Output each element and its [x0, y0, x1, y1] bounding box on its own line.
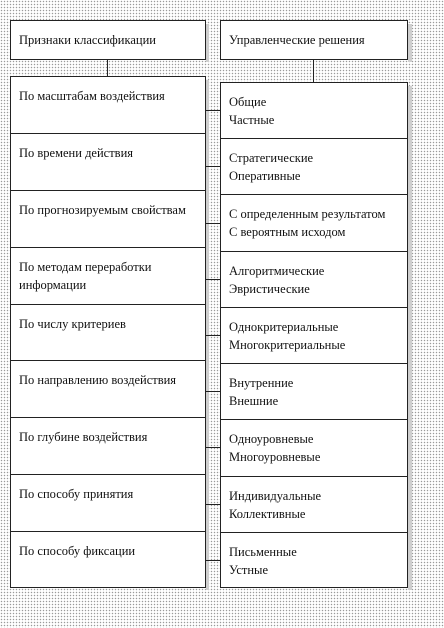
- connector-left-header: [107, 60, 108, 76]
- shadow: [408, 86, 412, 590]
- decision-text: Эвристические: [229, 281, 310, 296]
- criterion-text: По способу принятия: [19, 487, 134, 502]
- criterion-text: По способу фиксации: [19, 544, 136, 559]
- decision-text: Внутренние: [229, 376, 294, 391]
- criterion-cell: [11, 305, 205, 362]
- row-connector-line: [206, 279, 220, 280]
- criterion-cell: [11, 77, 205, 134]
- decision-cell: [221, 195, 407, 251]
- decision-text: Внешние: [229, 394, 279, 409]
- decision-text: Многоуровневые: [229, 450, 321, 465]
- shadow: [408, 24, 412, 62]
- decision-text: Частные: [229, 113, 275, 127]
- criterion-cell: [11, 361, 205, 418]
- decision-text: Общие: [229, 95, 267, 109]
- decision-cell: [221, 83, 407, 139]
- row-connector-line: [206, 335, 220, 336]
- decision-text: С вероятным исходом: [229, 225, 346, 240]
- decision-cell: [221, 364, 407, 420]
- criterion-cell: [11, 532, 205, 589]
- criterion-text: информации: [19, 277, 87, 292]
- decision-text: Устные: [229, 562, 268, 577]
- decision-text: Коллективные: [229, 506, 306, 521]
- row-connector-line: [206, 391, 220, 392]
- criterion-text: По числу критериев: [19, 316, 126, 331]
- decision-text: Стратегические: [229, 151, 314, 166]
- criteria-column: [10, 76, 206, 588]
- criterion-text: По глубине воздействия: [19, 430, 148, 445]
- header-left-label: Признаки классификации: [19, 33, 156, 47]
- decision-cell: [221, 252, 407, 308]
- criterion-text: По направлению воздействия: [19, 373, 177, 388]
- criterion-cell: [11, 475, 205, 532]
- decision-text: С определенным результатом: [229, 207, 386, 222]
- row-connector-line: [206, 166, 220, 167]
- decision-text: Алгоритмические: [229, 263, 325, 278]
- decision-cell: [221, 308, 407, 364]
- decision-cell: [221, 477, 407, 533]
- criterion-cell: [11, 191, 205, 248]
- row-connector-line: [206, 560, 220, 561]
- decisions-column: [220, 82, 408, 588]
- criterion-cell: [11, 418, 205, 475]
- shadow: [206, 24, 209, 62]
- decision-cell: [221, 139, 407, 195]
- criterion-cell: [11, 134, 205, 191]
- decision-text: Одноуровневые: [229, 432, 314, 447]
- criterion-cell: [11, 248, 205, 305]
- header-right-label: Управленческие решения: [229, 33, 365, 47]
- criterion-text: По времени действия: [19, 145, 134, 160]
- criterion-text: По прогнозируемым свойствам: [19, 202, 186, 217]
- decision-cell: [221, 533, 407, 589]
- decision-cell: [221, 420, 407, 476]
- decision-text: Многокритериальные: [229, 337, 346, 352]
- row-connector-line: [206, 447, 220, 448]
- decision-text: Индивидуальные: [229, 488, 322, 503]
- decision-text: Письменные: [229, 544, 297, 559]
- decision-text: Оперативные: [229, 169, 301, 184]
- decision-text: Однокритериальные: [229, 319, 339, 334]
- row-connector-line: [206, 504, 220, 505]
- row-connector-line: [206, 110, 220, 111]
- header-classification-criteria: [10, 20, 206, 60]
- row-connector-line: [206, 223, 220, 224]
- criterion-text: По методам переработки: [19, 259, 152, 274]
- header-management-decisions: [220, 20, 408, 60]
- criterion-text: По масштабам воздействия: [19, 89, 165, 103]
- connector-right-header: [313, 60, 314, 82]
